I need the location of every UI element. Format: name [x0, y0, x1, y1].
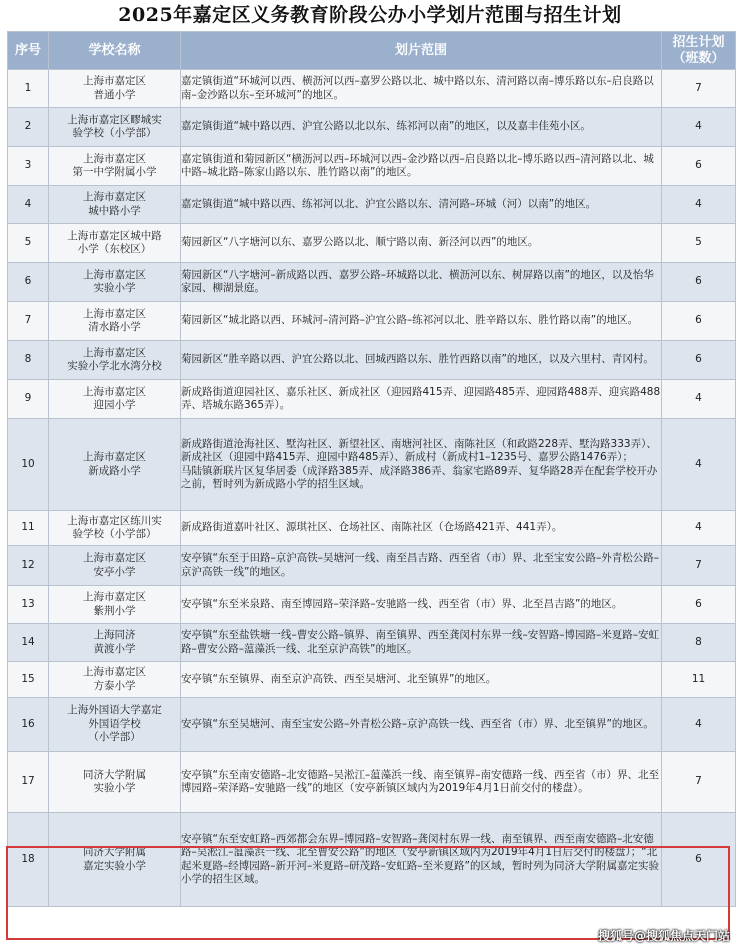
table-row	[8, 70, 736, 108]
table-row	[8, 752, 736, 813]
row-number: 4	[8, 186, 49, 224]
row-number: 17	[8, 752, 49, 813]
school-name: 上海市嘉定区练川实 验学校（小学部）	[49, 511, 181, 546]
row-number: 14	[8, 624, 49, 662]
row-number: 7	[8, 302, 49, 341]
district-scope: 嘉定镇街道和菊园新区“横沥河以西–环城河以西–金沙路以西–启良路以北–博乐路以西–清河路以北、城中路–城北路–陈家山路以东、胜竹路以南”的地区。	[181, 147, 662, 186]
school-name: 上海市嘉定区 清水路小学	[49, 302, 181, 341]
header-school: 学校名称	[49, 32, 181, 70]
district-scope: 嘉定镇街道“环城河以西、横沥河以西–嘉罗公路以北、城中路以东、清河路以南–博乐路以东–启良路以南–金沙路以东–至环城河”的地区。	[181, 70, 662, 108]
row-number: 1	[8, 70, 49, 108]
district-scope: 新成路街道沧海社区、墅沟社区、新望社区、南塘河社区、南陈社区（和政路228弄、墅沟路333弄）、新成社区（迎园中路415弄、迎园中路485弄）、新成村（新成村1–1235号、嘉罗公路1476弄）； 马陆镇新联片区复华居委（成泽路385弄、成泽路386弄、翁家宅路89弄、复华路28弄在配套学校开办之前，暂时列为新成路小学的招生区域。	[181, 419, 662, 511]
row-number: 6	[8, 263, 49, 302]
class-plan: 6	[662, 147, 736, 186]
table-header-row	[8, 32, 736, 70]
district-scope: 安亭镇“东至盐铁塘一线–曹安公路–镇界、南至镇界、西至龚闵村东界一线–安智路–博园路–米夏路–安虹路–曹安公路–蕰藻浜一线、北至京沪高铁”的地区。	[181, 624, 662, 662]
table-row	[8, 419, 736, 511]
page-title: 2025年嘉定区义务教育阶段公办小学划片范围与招生计划	[118, 4, 622, 26]
school-name: 上海市嘉定区城中路 小学（东校区）	[49, 224, 181, 263]
class-plan: 6	[662, 302, 736, 341]
district-scope: 菊园新区“八字塘河–新成路以西、嘉罗公路–环城路以北、横沥河以东、树屏路以南”的地区，以及怡华家园、柳湖景庭。	[181, 263, 662, 302]
class-plan: 8	[662, 624, 736, 662]
table-row	[8, 224, 736, 263]
school-name: 上海同济 黄渡小学	[49, 624, 181, 662]
school-name: 上海市嘉定区 紫荆小学	[49, 586, 181, 624]
class-plan: 7	[662, 546, 736, 586]
school-name: 上海市嘉定区 方泰小学	[49, 662, 181, 698]
row-number: 8	[8, 341, 49, 380]
row-number: 11	[8, 511, 49, 546]
school-name: 同济大学附属 嘉定实验小学	[49, 813, 181, 907]
row-number: 18	[8, 813, 49, 907]
district-scope: 安亭镇“东至米泉路、南至博园路–荣泽路–安驰路一线、西至省（市）界、北至昌吉路”的地区。	[181, 586, 662, 624]
row-number: 13	[8, 586, 49, 624]
header-plan-line2: （班数）	[672, 50, 725, 66]
district-scope: 安亭镇“东至安虹路–西郊都会东界–博园路–安智路–龚闵村东界一线、南至镇界、西至南安德路–北安德路–吴淞江–蕰藻浜一线、北至曹安公路”的地区（安亭新镇区域内为2019年4月1日后交付的楼盘）；“北起米夏路–经博园路–新开河–米夏路–研茂路–安虹路–至米夏路”的区域，暂时列为同济大学附属嘉定实验小学的招生区域。	[181, 813, 662, 907]
class-plan: 4	[662, 698, 736, 752]
table-row	[8, 302, 736, 341]
table-row	[8, 546, 736, 586]
class-plan: 5	[662, 224, 736, 263]
row-number: 12	[8, 546, 49, 586]
header-plan-line1: 招生计划	[672, 34, 725, 50]
district-scope: 菊园新区“胜辛路以西、沪宜公路以北、回城西路以东、胜竹西路以南”的地区，以及六里村、青冈村。	[181, 341, 662, 380]
district-scope: 嘉定镇街道“城中路以西、练祁河以北、沪宜公路以东、清河路–环城（河）以南”的地区。	[181, 186, 662, 224]
table-row	[8, 341, 736, 380]
school-name: 上海市嘉定区 第一中学附属小学	[49, 147, 181, 186]
class-plan: 4	[662, 419, 736, 511]
class-plan: 6	[662, 813, 736, 907]
school-name: 上海市嘉定区 新成路小学	[49, 419, 181, 511]
header-no: 序号	[8, 32, 49, 70]
table-row	[8, 662, 736, 698]
school-name: 上海外国语大学嘉定 外国语学校 （小学部）	[49, 698, 181, 752]
table-row	[8, 511, 736, 546]
district-scope: 新成路街道嘉叶社区、源琪社区、仓场社区、南陈社区（仓场路421弄、441弄）。	[181, 511, 662, 546]
table-row	[8, 586, 736, 624]
row-number: 10	[8, 419, 49, 511]
school-name: 上海市嘉定区疁城实 验学校（小学部）	[49, 108, 181, 147]
header-scope: 划片范围	[181, 32, 662, 70]
school-name: 上海市嘉定区 安亭小学	[49, 546, 181, 586]
row-number: 16	[8, 698, 49, 752]
school-name: 上海市嘉定区 迎园小学	[49, 380, 181, 419]
table-row	[8, 698, 736, 752]
district-scope: 嘉定镇街道“城中路以西、沪宜公路以北以东、练祁河以南”的地区，以及嘉丰佳苑小区。	[181, 108, 662, 147]
class-plan: 4	[662, 511, 736, 546]
class-plan: 4	[662, 380, 736, 419]
district-scope: 安亭镇“东至于田路–京沪高铁–吴塘河一线、南至昌吉路、西至省（市）界、北至宝安公路–外青松公路–京沪高铁一线”的地区。	[181, 546, 662, 586]
district-scope: 新成路街道迎园社区、嘉乐社区、新成社区（迎园路415弄、迎园路485弄、迎园路488弄、迎宾路488弄、塔城东路365弄）。	[181, 380, 662, 419]
table-row	[8, 624, 736, 662]
school-name: 上海市嘉定区 实验小学	[49, 263, 181, 302]
class-plan: 7	[662, 752, 736, 813]
school-name: 上海市嘉定区 普通小学	[49, 70, 181, 108]
district-scope: 菊园新区“城北路以西、环城河–清河路–沪宜公路–练祁河以北、胜辛路以东、胜竹路以南”的地区。	[181, 302, 662, 341]
row-number: 2	[8, 108, 49, 147]
table-row	[8, 186, 736, 224]
class-plan: 11	[662, 662, 736, 698]
row-number: 9	[8, 380, 49, 419]
class-plan: 6	[662, 586, 736, 624]
class-plan: 4	[662, 108, 736, 147]
district-scope: 菊园新区“八字塘河以东、嘉罗公路以北、顺宁路以南、新泾河以西”的地区。	[181, 224, 662, 263]
district-scope: 安亭镇“东至镇界、南至京沪高铁、西至吴塘河、北至镇界”的地区。	[181, 662, 662, 698]
school-name: 同济大学附属 实验小学	[49, 752, 181, 813]
class-plan: 7	[662, 70, 736, 108]
header-plan	[662, 32, 736, 70]
highlight-box	[6, 846, 730, 940]
school-name: 上海市嘉定区 城中路小学	[49, 186, 181, 224]
table-row	[8, 263, 736, 302]
row-number: 5	[8, 224, 49, 263]
table-row	[8, 147, 736, 186]
class-plan: 4	[662, 186, 736, 224]
district-scope: 安亭镇“东至南安德路–北安德路–吴淞江–蕰藻浜一线、南至镇界–南安德路一线、西至省（市）界、北至博园路–荣泽路–安驰路一线”的地区（安亭新镇区域内为2019年4月1日前交付的楼盘）。	[181, 752, 662, 813]
row-number: 15	[8, 662, 49, 698]
district-scope: 安亭镇“东至吴塘河、南至宝安公路–外青松公路–京沪高铁一线、西至省（市）界、北至镇界”的地区。	[181, 698, 662, 752]
table-row	[8, 108, 736, 147]
class-plan: 6	[662, 341, 736, 380]
watermark-text: 搜狐号@搜狐焦点天门站	[597, 929, 730, 943]
enrollment-table	[7, 31, 736, 907]
school-name: 上海市嘉定区 实验小学北水湾分校	[49, 341, 181, 380]
table-row	[8, 380, 736, 419]
class-plan: 6	[662, 263, 736, 302]
row-number: 3	[8, 147, 49, 186]
